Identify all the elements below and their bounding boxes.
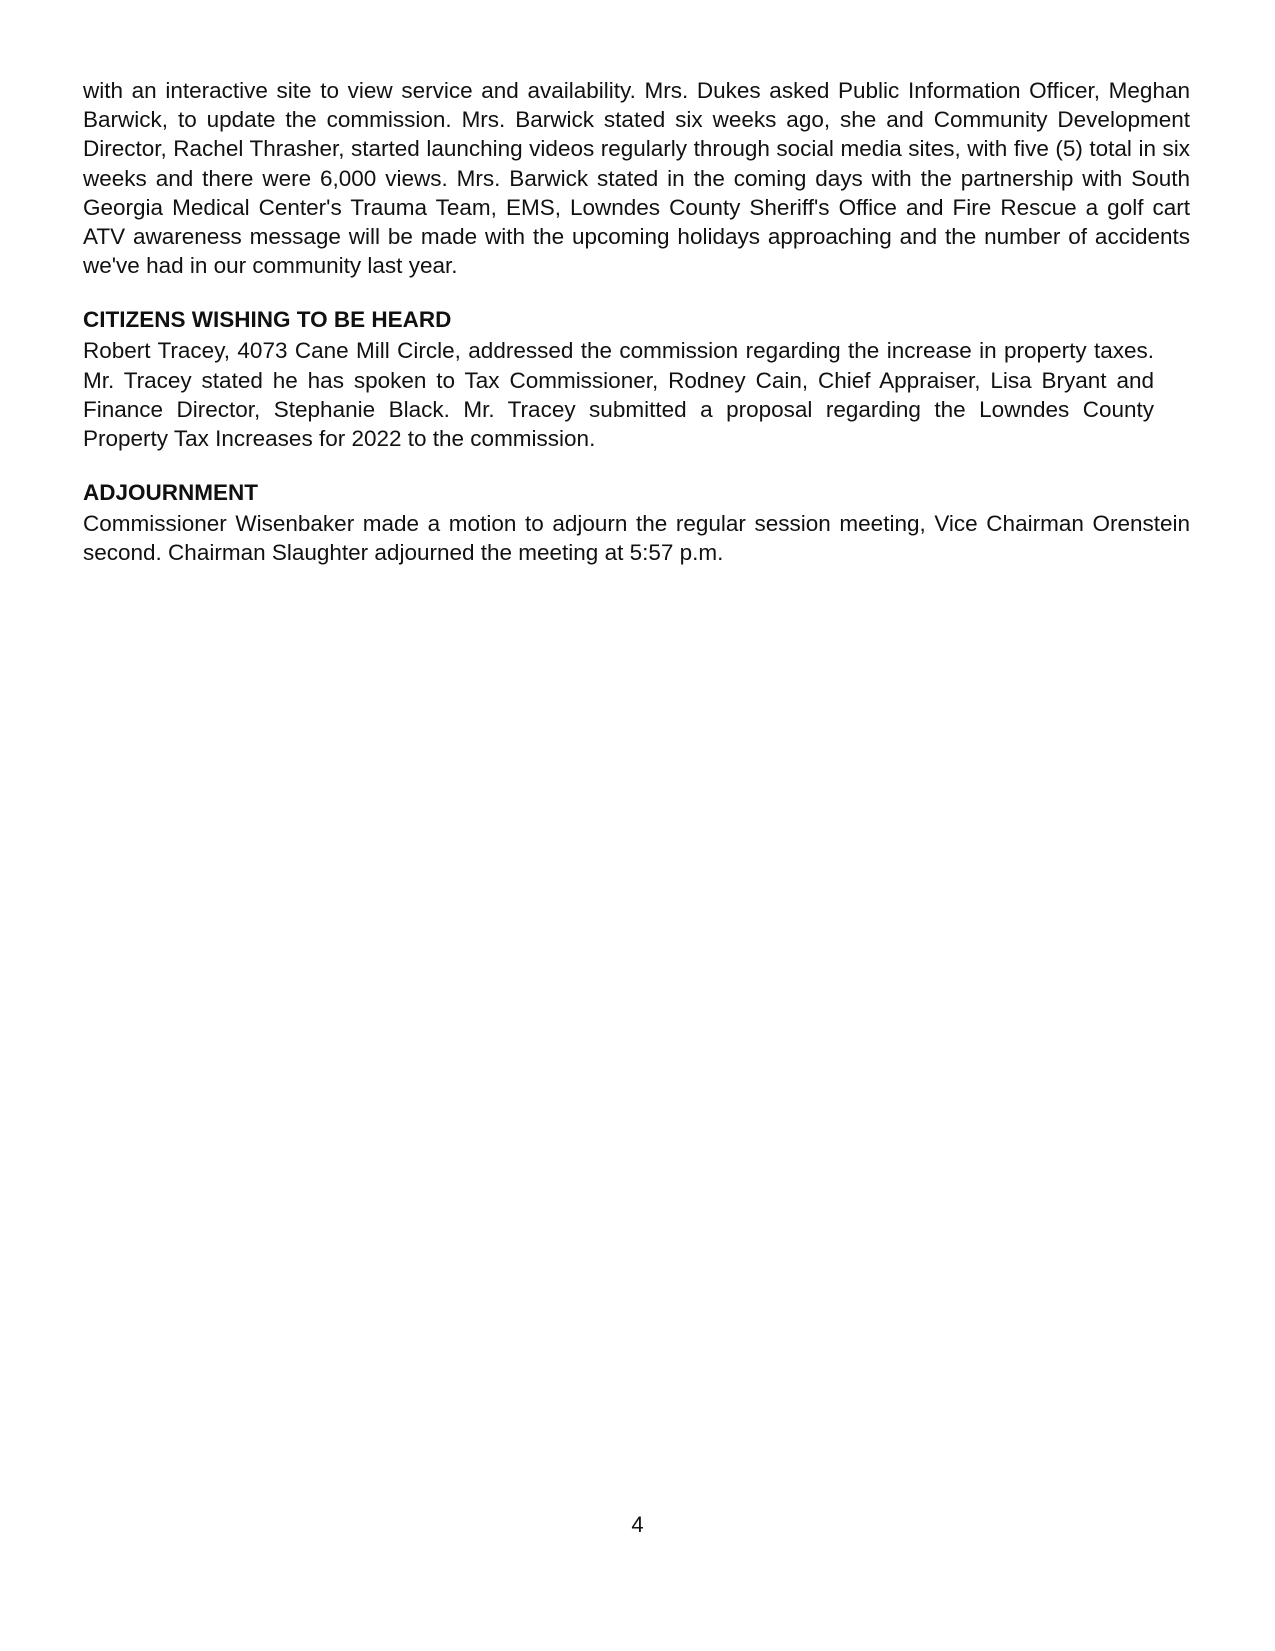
citizens-paragraph: Robert Tracey, 4073 Cane Mill Circle, addressed the commission regarding the increase in property taxes. Mr. Tracey stated he has spoken to Tax Commissioner, Rodney Cain, Chief Appraiser, Lisa Bryant and Finance Director, Stephanie Black. Mr. Tracey submitted a proposal regarding the Lowndes County Property Tax Increases for 2022 to the commission. — [83, 338, 1154, 452]
citizens-wishing-to-be-heard-heading: CITIZENS WISHING TO BE HEARD — [83, 307, 452, 333]
adjournment-paragraph: Commissioner Wisenbaker made a motion to adjourn the regular session meeting, Vice Chairman Orenstein second. Chairman Slaughter adjourned the meeting at 5:57 p.m. — [83, 511, 1190, 566]
document-page — [83, 76, 1190, 568]
adjournment-heading: ADJOURNMENT — [83, 480, 259, 506]
intro-paragraph: with an interactive site to view service and availability. Mrs. Dukes asked Public Information Officer, Meghan Barwick, to update the commission. Mrs. Barwick stated six weeks ago, she and Community Development Director, Rachel Thrasher, started launching videos regularly through social media sites, with five (5) total in six weeks and there were 6,000 views. Mrs. Barwick stated in the coming days with the partnership with South Georgia Medical Center's Trauma Team, EMS, Lowndes County Sheriff's Office and Fire Rescue a golf cart ATV awareness message will be made with the upcoming holidays approaching and the number of accidents we've had in our community last year. — [83, 78, 1190, 279]
page-number: 4 — [631, 1512, 644, 1537]
